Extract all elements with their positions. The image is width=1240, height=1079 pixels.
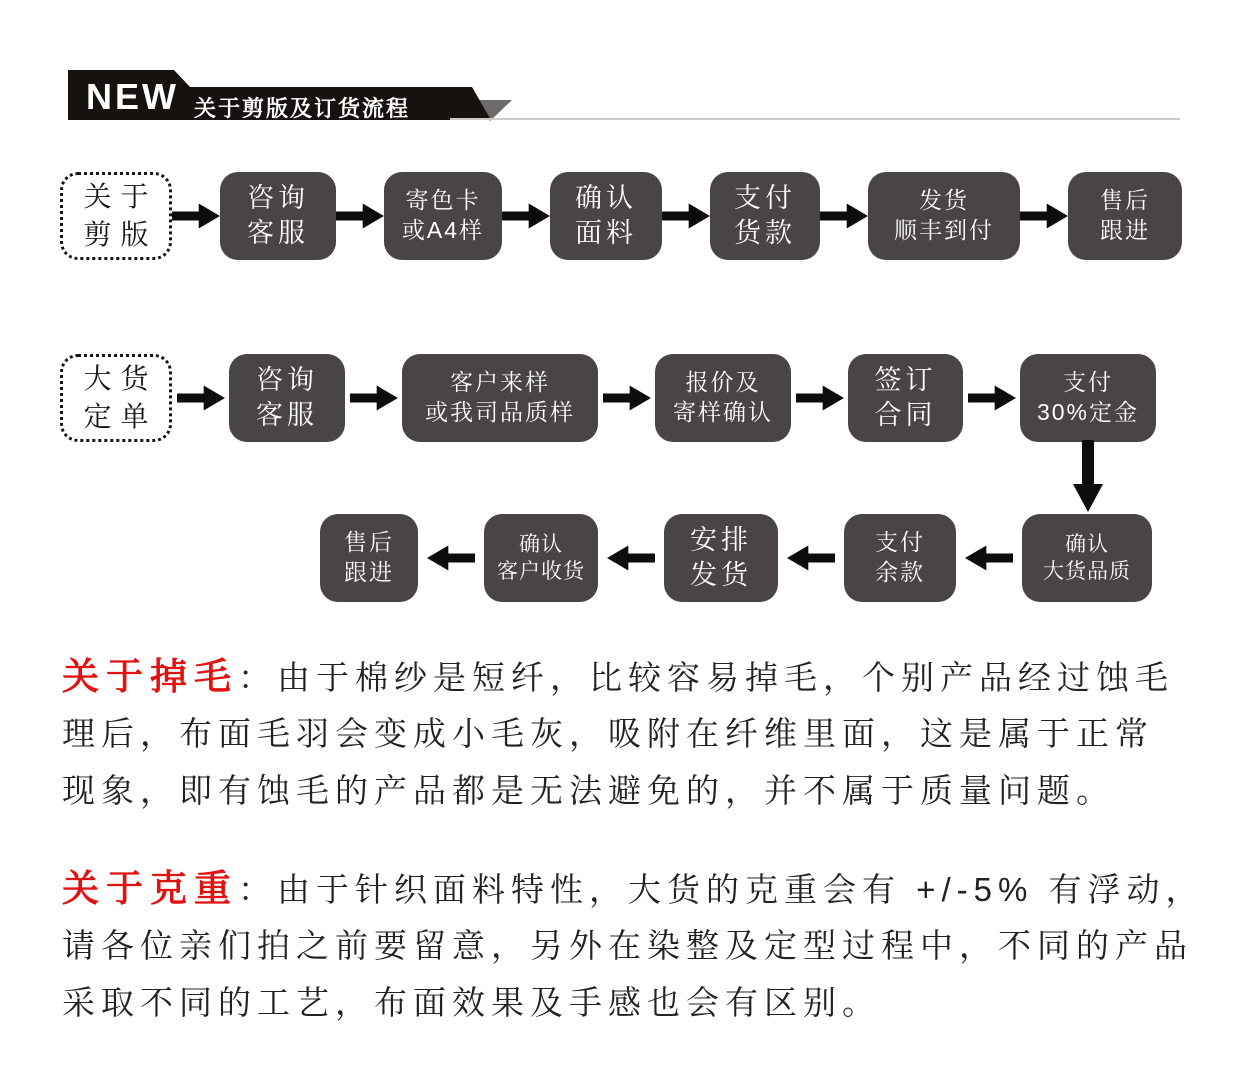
flow-step-color-card xyxy=(384,172,502,260)
flow-step-line: 寄色卡 xyxy=(405,187,481,214)
flow-step-line: 售后 xyxy=(1100,187,1150,214)
flow-bulk-label xyxy=(60,354,172,442)
note-separator: ： xyxy=(238,871,277,908)
flow-step-line: 大货品质 xyxy=(1043,560,1131,583)
flow-label-line: 定单 xyxy=(83,401,158,432)
note-text: 请各位亲们拍之前要留意，另外在染整及定型过程中，不同的产品 xyxy=(62,927,1193,964)
flow-step-line: 顺丰到付 xyxy=(894,217,994,243)
flow-step-balance-payment xyxy=(844,514,956,602)
note-line xyxy=(62,648,1182,705)
arrow-left-icon xyxy=(607,540,655,576)
arrow-right-icon xyxy=(603,380,651,416)
flow-step-contract xyxy=(848,354,963,442)
arrow-left-icon xyxy=(965,540,1013,576)
flow-cut-row xyxy=(60,172,1182,260)
arrow-left-icon xyxy=(787,540,835,576)
flow-step-line: 咨询 xyxy=(256,364,318,395)
note-text: 采取不同的工艺，布面效果及手感也会有区别。 xyxy=(62,984,881,1021)
banner-divider xyxy=(450,118,1180,120)
note-line xyxy=(62,705,1182,762)
arrow-right-icon xyxy=(177,380,225,416)
flow-step-line: 货款 xyxy=(734,218,796,248)
flow-label-line: 大货 xyxy=(83,363,158,395)
flow-step-aftersale xyxy=(1068,172,1182,260)
note-heading: 关于克重 xyxy=(62,868,238,909)
arrow-down-icon xyxy=(1070,440,1106,517)
note-text: 现象，即有蚀毛的产品都是无法避免的，并不属于质量问题。 xyxy=(62,772,1115,809)
note-weight xyxy=(62,860,1205,1031)
flow-step-line: 确认 xyxy=(575,182,637,213)
flow-step-line: 客户来样 xyxy=(450,369,550,396)
arrow-right-icon xyxy=(820,198,868,234)
arrow-right-icon xyxy=(336,198,384,234)
flow-step-line: 安排 xyxy=(690,524,752,555)
flow-step-line: 面料 xyxy=(575,218,637,248)
flow-bulk-row-bottom xyxy=(320,514,1152,602)
flow-label-line: 剪版 xyxy=(83,219,158,250)
note-text: 理后，布面毛羽会变成小毛灰，吸附在纤维里面，这是属于正常 xyxy=(62,715,1154,752)
flow-step-line: 或我司品质样 xyxy=(425,399,575,425)
flow-step-line: 售后 xyxy=(344,529,394,556)
note-line xyxy=(62,860,1205,917)
flow-step-line: 客服 xyxy=(247,218,309,248)
flow-step-line: 报价及 xyxy=(685,369,761,396)
flow-step-line: 客服 xyxy=(256,400,318,430)
note-shedding xyxy=(62,648,1182,819)
flow-step-line: 客户收货 xyxy=(497,560,585,583)
flow-step-line: 跟进 xyxy=(344,559,394,585)
flow-step-consult xyxy=(229,354,345,442)
arrow-right-icon xyxy=(796,380,844,416)
flow-step-arrange-ship xyxy=(664,514,778,602)
arrow-left-icon xyxy=(427,540,475,576)
note-text: 由于针织面料特性，大货的克重会有 +/-5% 有浮动， xyxy=(277,871,1205,908)
flow-step-line: 发货 xyxy=(690,560,752,590)
flow-step-line: 支付 xyxy=(734,182,796,213)
flow-step-pay xyxy=(710,172,820,260)
arrow-right-icon xyxy=(172,198,220,234)
flow-step-line: 30%定金 xyxy=(1036,399,1140,425)
note-line xyxy=(62,974,1182,1031)
flow-step-line: 余款 xyxy=(875,559,925,585)
note-text: 由于棉纱是短纤，比较容易掉毛，个别产品经过蚀毛 xyxy=(277,659,1174,696)
arrow-right-icon xyxy=(662,198,710,234)
flow-step-quote xyxy=(655,354,791,442)
flow-step-aftersale xyxy=(320,514,418,602)
flow-step-line: 合同 xyxy=(874,400,937,430)
note-separator: ： xyxy=(238,659,277,696)
flow-step-line: 寄样确认 xyxy=(673,399,773,425)
note-line xyxy=(62,917,1193,974)
note-heading: 关于掉毛 xyxy=(62,656,238,697)
arrow-right-icon xyxy=(350,380,398,416)
flow-bulk-row-top xyxy=(60,354,1156,442)
flow-step-line: 跟进 xyxy=(1100,217,1150,243)
flow-step-customer-sample xyxy=(402,354,598,442)
flow-step-consult xyxy=(220,172,336,260)
flow-step-deposit xyxy=(1020,354,1156,442)
flow-step-confirm-bulk-quality xyxy=(1022,514,1152,602)
section-banner xyxy=(68,68,528,122)
banner-title: 关于剪版及订货流程 xyxy=(194,96,411,121)
flow-step-confirm-fabric xyxy=(550,172,662,260)
flow-step-line: 发货 xyxy=(919,187,969,214)
flow-step-line: 确认 xyxy=(1065,532,1109,556)
flow-step-line: 确认 xyxy=(519,532,563,556)
flow-step-line: 或A4样 xyxy=(401,217,485,243)
arrow-right-icon xyxy=(502,198,550,234)
flow-step-line: 咨询 xyxy=(247,182,309,213)
flow-step-line: 签订 xyxy=(874,364,937,395)
flow-step-confirm-receipt xyxy=(484,514,598,602)
flow-cut-label xyxy=(60,172,172,260)
flow-step-ship xyxy=(868,172,1020,260)
banner-badge: NEW xyxy=(86,76,179,117)
flow-step-line: 支付 xyxy=(875,529,925,556)
arrow-right-icon xyxy=(968,380,1016,416)
note-line xyxy=(62,762,1182,819)
flow-label-line: 关于 xyxy=(83,181,158,213)
flow-step-line: 支付 xyxy=(1063,369,1113,396)
arrow-right-icon xyxy=(1020,198,1068,234)
